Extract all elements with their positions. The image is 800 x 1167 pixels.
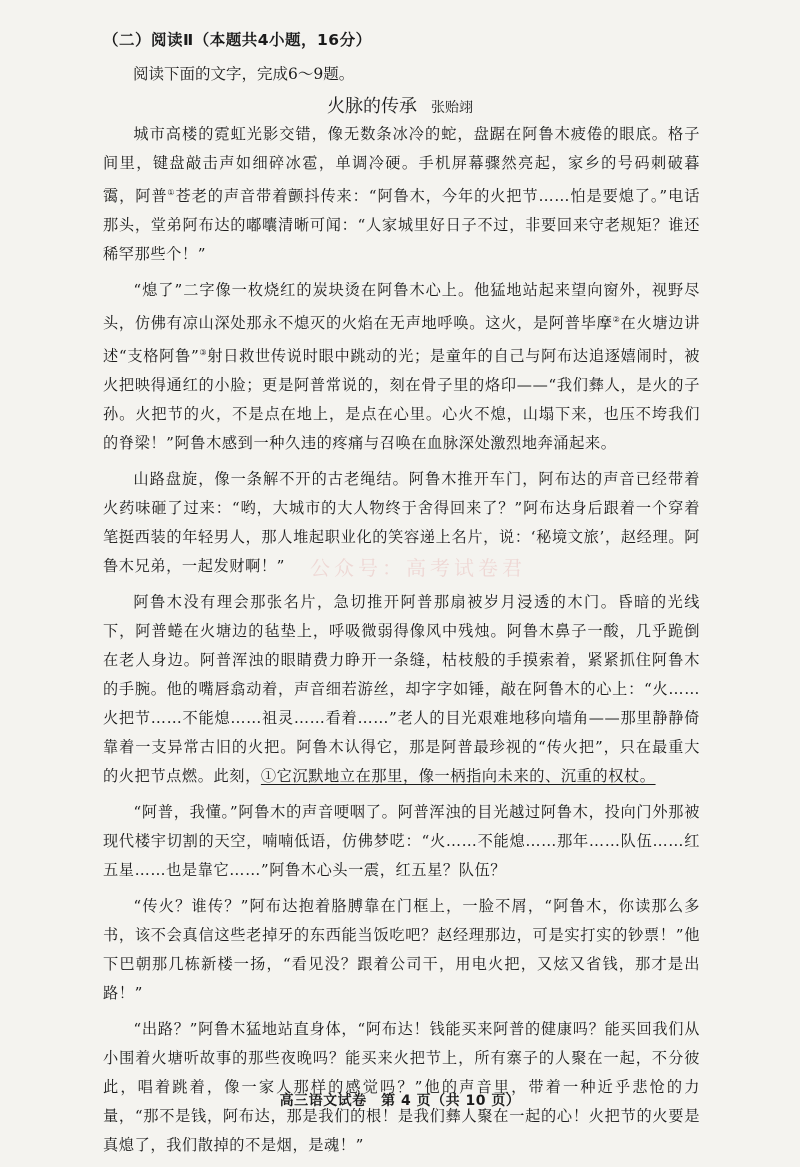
- article-title: 火脉的传承: [327, 96, 417, 117]
- paragraph-3: 山路盘旋，像一条解不开的古老绳结。阿鲁木推开车门，阿布达的声音已经带着火药味砸了过来：“哟，大城市的大人物终于舍得回来了？”阿布达身后跟着一个穿着笔挺西装的年轻男人，那人堆起职业化的笑容递上名片，说：‘秘境文旅’，赵经理。阿鲁木兄弟，一起发财啊！”: [103, 470, 700, 576]
- section-title: （二）阅读Ⅱ（本题共4小题，16分）: [103, 31, 372, 49]
- watermark: 公众号：高考试卷君: [310, 556, 526, 580]
- paragraph-1-rest: 苍老的声音带着颤抖传来：“阿鲁木，今年的火把节……怕是要熄了。”电话那头，堂弟阿布达的嘟囔清晰可闻：“人家城里好日子不过，非要回来守老规矩？谁还稀罕那些个！”: [103, 187, 700, 264]
- article-author: 张贻翊: [431, 100, 473, 116]
- paragraph-5: “阿普，我懂。”阿鲁木的声音哽咽了。阿普浑浊的目光越过阿鲁木，投向门外那被现代楼宇切割的天空，喃喃低语，仿佛梦呓：“火……不能熄……那年……队伍……红五星……也是靠它……”阿鲁木心头一震，红五星？队伍？: [103, 803, 700, 880]
- paragraph-2: [103, 276, 700, 458]
- footnote-mark-2: ②: [612, 315, 621, 325]
- article-heading: [0, 92, 800, 118]
- reading-instruction: 阅读下面的文字，完成6～9题。: [133, 65, 355, 83]
- paragraph-4: [103, 588, 700, 791]
- paragraph-4-text: 阿鲁木没有理会那张名片，急切推开阿普那扇被岁月浸透的木门。昏暗的光线下，阿普蜷在火塘边的毡垫上，呼吸微弱得像风中残烛。阿鲁木鼻子一酸，几乎跪倒在老人身边。阿普浑浊的眼睛费力睁开一条缝，枯枝般的手摸索着，紧紧抓住阿鲁木的手腕。他的嘴唇翕动着，声音细若游丝，却字字如锤，敲在阿鲁木的心上：“火……火把节……不能熄……祖灵……看着……”老人的目光艰难地移向墙角——那里静静倚靠着一支异常古旧的火把。阿鲁木认得它，那是阿普最珍视的“传火把”，只在最重大的火把节点燃。此刻，: [103, 593, 700, 786]
- paragraph-2-text-b: 在火塘边讲述“支格阿鲁”: [103, 314, 701, 366]
- underlined-sentence-1: ①它沉默地立在那里，像一柄指向未来的、沉重的权杖。: [260, 767, 656, 786]
- page-footer: 高三语文试卷 第 4 页（共 10 页）: [279, 1093, 521, 1109]
- paragraph-1-text: 城市高楼的霓虹光影交错，像无数条冰冷的蛇，盘踞在阿鲁木疲倦的眼底。格子间里，键盘敲击声如细碎冰雹，单调冷硬。手机屏幕骤然亮起，家乡的号码刺破暮霭，阿普: [103, 125, 700, 206]
- article-body: [103, 120, 700, 1167]
- paragraph-6: “传火？谁传？”阿布达抱着胳膊靠在门框上，一脸不屑，“阿鲁木，你读那么多书，该不会真信这些老掉牙的东西能当饭吃吧？赵经理那边，可是实打实的钞票！”他下巴朝那几栋新楼一扬，“看见没？跟着公司干，用电火把，又炫又省钱，那才是出路！”: [103, 897, 700, 1003]
- paragraph-2-text-a: “熄了”二字像一枚烧红的炭块烫在阿鲁木心上。他猛地站起来望向窗外，视野尽头，仿佛有凉山深处那永不熄灭的火焰在无声地呼唤。这火，是阿普毕摩: [103, 281, 700, 333]
- paragraph-7: “出路？”阿鲁木猛地站直身体，“阿布达！钱能买来阿普的健康吗？能买回我们从小围着火塘听故事的那些夜晚吗？能买来火把节上，所有寨子的人聚在一起，不分彼此，唱着跳着，像一家人那样的感觉吗？”他的声音里，带着一种近乎悲怆的力量，“那不是钱，阿布达，那是我们的根！是我们彝人聚在一起的心！火把节的火要是真熄了，我们散掉的不是烟，是魂！”: [103, 1020, 700, 1155]
- paragraph-1: [103, 120, 700, 269]
- paragraph-2-text-c: 射日救世传说时眼中跳动的光；是童年的自己与阿布达追逐嬉闹时，被火把映得通红的小脸；更是阿普常说的，刻在骨子里的烙印——“我们彝人，是火的子孙。火把节的火，不是点在地上，是点在心里。心火不熄，山塌下来，也压不垮我们的脊梁！”阿鲁木感到一种久违的疼痛与召唤在血脉深处激烈地奔涌起来。: [103, 347, 700, 453]
- footnote-mark-1: ①: [167, 188, 176, 197]
- footnote-mark-3: ③: [199, 348, 208, 358]
